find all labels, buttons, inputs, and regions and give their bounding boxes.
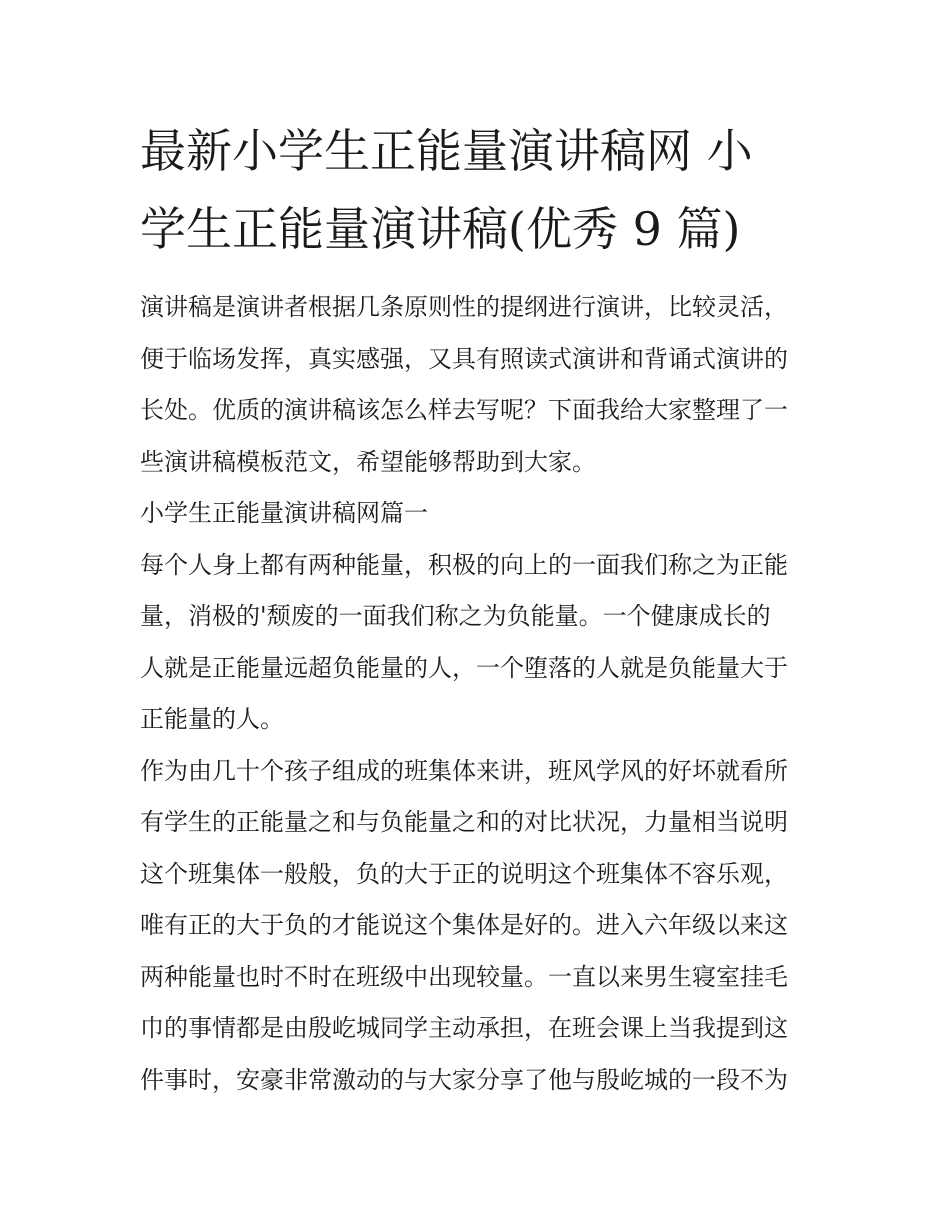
text-line: 演讲稿是演讲者根据几条原则性的提纲进行演讲，比较灵活， xyxy=(140,293,788,321)
document-page xyxy=(140,112,812,1106)
text-line: 件事时，安豪非常激动的与大家分享了他与殷屹城的一段不为 xyxy=(140,1065,788,1094)
paragraph-intro xyxy=(140,282,812,488)
text-line: 便于临场发挥，真实感强，又具有照读式演讲和背诵式演讲的 xyxy=(140,344,788,373)
title-line: 最新小学生正能量演讲稿网 小 xyxy=(140,124,753,178)
text-line: 唯有正的大于负的才能说这个集体是好的。进入六年级以来这 xyxy=(140,911,788,939)
paragraph-energy xyxy=(140,540,812,746)
text-line: 些演讲稿模板范文，希望能够帮助到大家。 xyxy=(140,447,596,476)
paragraph-class xyxy=(140,746,812,1107)
text-line: 长处。优质的演讲稿该怎么样去写呢？下面我给大家整理了一 xyxy=(140,396,788,424)
text-line: 这个班集体一般般，负的大于正的说明这个班集体不容乐观， xyxy=(140,859,788,888)
text-line: 巾的事情都是由殷屹城同学主动承担，在班会课上当我提到这 xyxy=(140,1014,788,1042)
text-line: 有学生的正能量之和与负能量之和的对比状况，力量相当说明 xyxy=(140,808,788,836)
document-body xyxy=(140,282,812,1106)
text-line: 人就是正能量远超负能量的人，一个堕落的人就是负能量大于 xyxy=(140,653,788,682)
text-line: 正能量的人。 xyxy=(140,705,284,733)
text-line: 两种能量也时不时在班级中出现较量。一直以来男生寝室挂毛 xyxy=(140,962,788,991)
text-line: 小学生正能量演讲稿网篇一 xyxy=(140,499,428,527)
text-line: 作为由几十个孩子组成的班集体来讲，班风学风的好坏就看所 xyxy=(140,756,788,785)
document-title xyxy=(140,112,812,268)
section-heading xyxy=(140,488,812,540)
text-line: 量，消极的'颓废的一面我们称之为负能量。一个健康成长的 xyxy=(140,602,771,630)
title-line: 学生正能量演讲稿(优秀 9 篇) xyxy=(140,202,741,256)
text-line: 每个人身上都有两种能量，积极的向上的一面我们称之为正能 xyxy=(140,550,788,579)
